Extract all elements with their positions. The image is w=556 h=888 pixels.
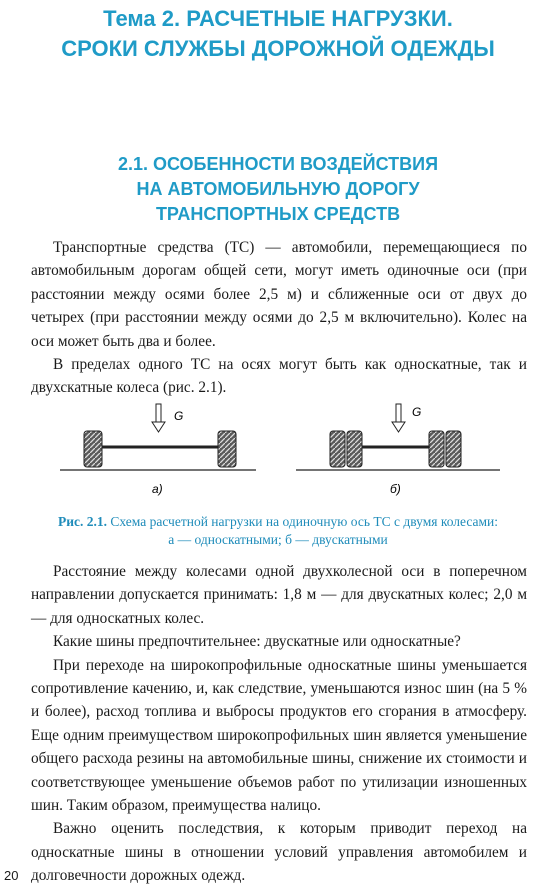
topic-title-line-2: СРОКИ СЛУЖБЫ ДОРОЖНОЙ ОДЕЖДЫ [61,36,495,61]
figure-axle-schemes [60,398,500,510]
paragraph: В пределах одного ТС на осях могут быть как односкатные, так и двухскатные колеса (рис. 2.1). [31,356,527,397]
tire-right-inner [429,431,444,467]
subfigure-label-b: б) [390,482,401,496]
load-arrow-icon [392,404,405,432]
section-title [0,152,556,227]
tire-left-inner [347,431,362,467]
body-text-bottom [31,560,527,888]
tire-left-outer [330,431,345,467]
paragraph: Важно оценить последствия, к которым приводит переход на односкатные шины в отношении условий управления автомобилем и долговечности дорожных одежд. [31,820,527,885]
topic-title-line-1: Тема 2. РАСЧЕТНЫЕ НАГРУЗКИ. [103,6,453,31]
caption-line-1: Схема расчетной нагрузки на одиночную ось ТС с двумя колесами: [110,514,499,529]
figure-caption [0,513,556,549]
paragraph: Транспортные средства (ТС) — автомобили, перемещающиеся по автомобильным дорогам общей сети, могут иметь одиночные оси (при расстоянии между осями более 2,5 м) и сближенные оси от двух до четырех (при расстоянии между осями до 2,5 м включительно). Колес на оси может быть два и более. [31,239,527,350]
load-label: G [174,409,184,423]
section-title-line-2: НА АВТОМОБИЛЬНУЮ ДОРОГУ [136,179,420,199]
section-title-line-1: 2.1. ОСОБЕННОСТИ ВОЗДЕЙСТВИЯ [117,154,439,174]
caption-label: Рис. 2.1. [57,514,107,529]
body-text-top [31,236,527,400]
paragraph: При переходе на широкопрофильные односкатные шины уменьшается сопротивление качению, и, как следствие, уменьшаются износ шин (на 5 % и более), расход топлива и выбросы продуктов его сгорания в атмосферу. Еще одним преимуществом широкопрофильных шин является уменьшение общего расхода резины на автомобильные шины, снижение их стоимости и соответствующее уменьшение объемов работ по утилизации изношенных шин. Таким образом, преимущества налицо. [31,656,527,815]
axle-scheme-single-wheels [60,404,256,496]
axle-scheme-dual-wheels [296,404,500,496]
paragraph: Какие шины предпочтительнее: двускатные или односкатные? [53,633,461,651]
topic-title [0,4,556,64]
load-arrow-icon [152,404,165,432]
paragraph: Расстояние между колесами одной двухколесной оси в поперечном направлении допускается принимать: 1,8 м — для двускатных колес; 2,0 м — для односкатных колес. [31,563,527,627]
tire-right-outer [446,431,461,467]
section-title-line-3: ТРАНСПОРТНЫХ СРЕДСТВ [155,204,401,224]
caption-line-2: а — односкатными; б — двускатными [168,532,388,547]
page-number: 20 [4,868,19,883]
subfigure-label-a: а) [152,482,163,496]
tire-right [218,431,236,467]
load-label: G [412,405,422,419]
tire-left [84,431,102,467]
